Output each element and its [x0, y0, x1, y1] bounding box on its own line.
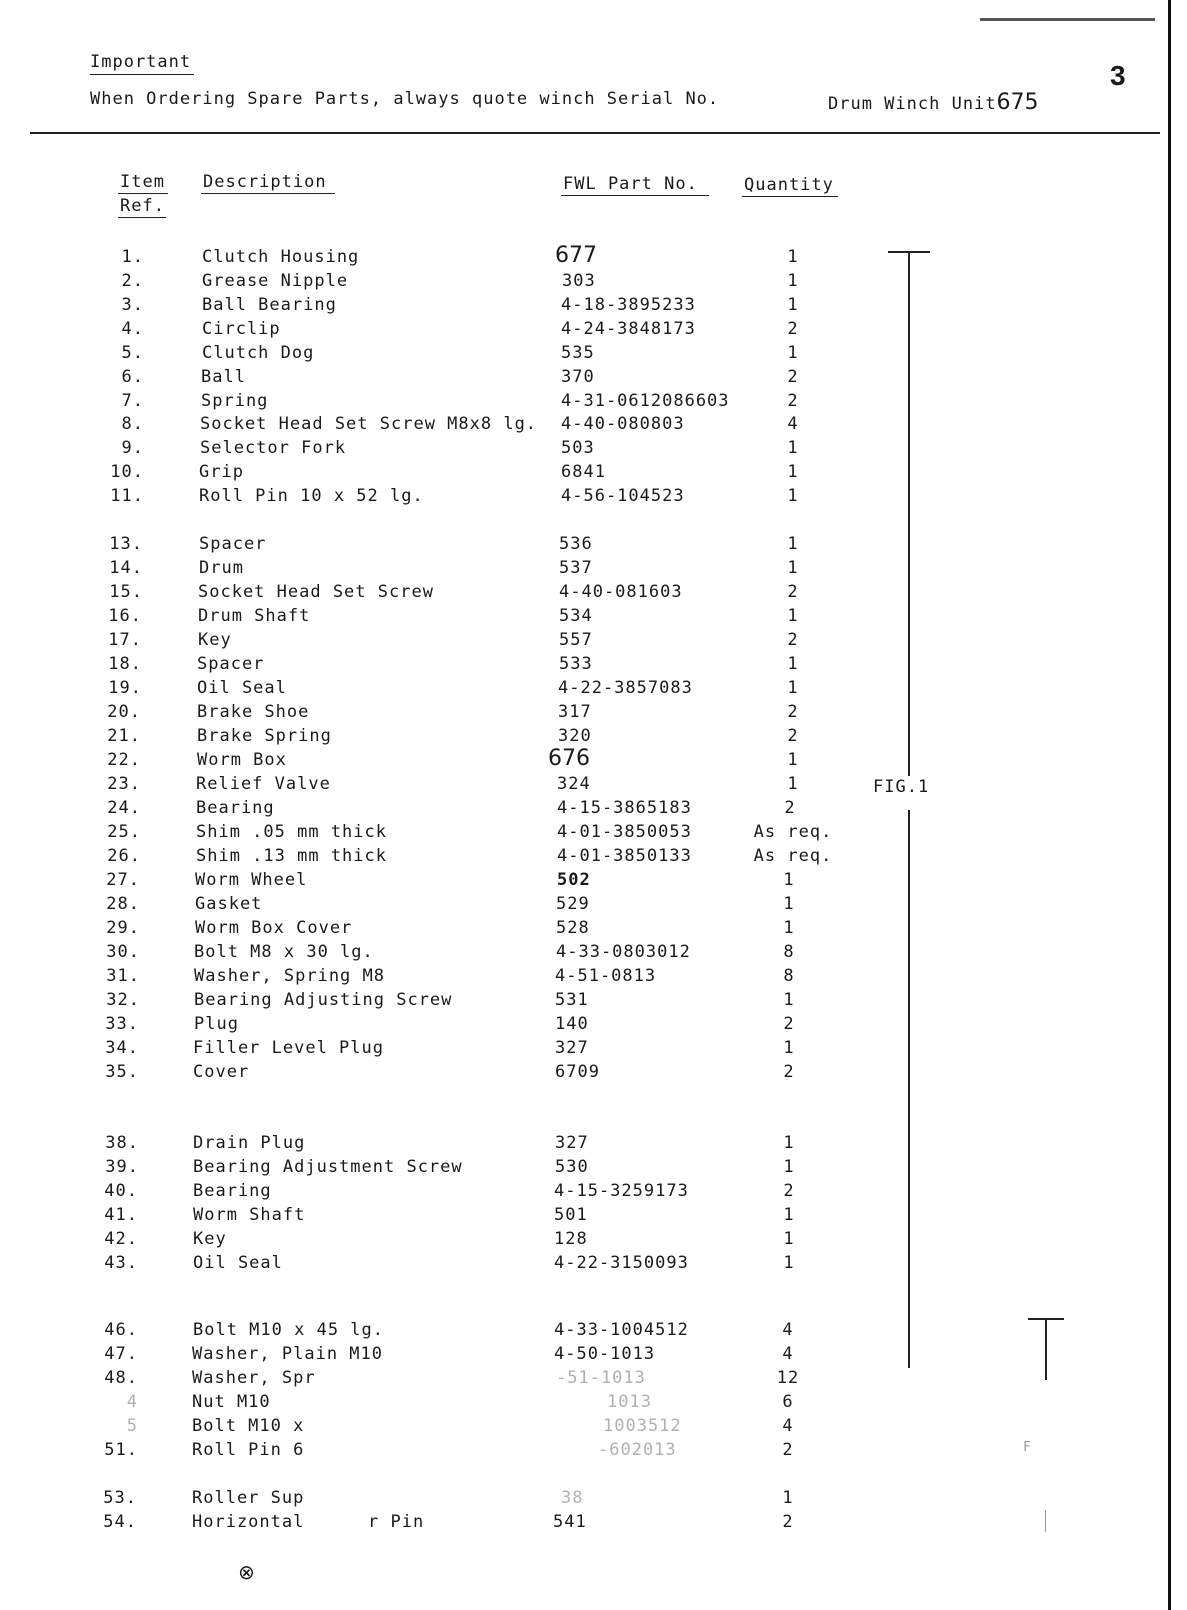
item-part-no: 4-24-3848173 [561, 319, 696, 339]
item-description: Cover [193, 1062, 250, 1082]
fig1-bracket-upper [908, 251, 910, 776]
item-part-no: 4-40-080803 [561, 414, 685, 434]
item-description: Drum Shaft [198, 606, 311, 626]
item-description: Socket Head Set Screw [198, 582, 434, 602]
item-description: Worm Wheel [195, 870, 308, 890]
item-quantity: 2 [782, 1512, 794, 1532]
col-ref-underline [118, 217, 166, 218]
item-part-no: 4-22-3150093 [554, 1253, 689, 1273]
table-row [0, 438, 1187, 462]
item-description: Washer, Spring M8 [194, 966, 385, 986]
item-part-no: 531 [555, 990, 589, 1010]
col-quantity-underline [742, 196, 838, 197]
item-description: Grip [199, 462, 244, 482]
table-row [0, 486, 1187, 510]
item-quantity: 2 [783, 1014, 795, 1034]
item-ref: 31. [106, 966, 140, 986]
table-row [0, 606, 1187, 630]
item-description: Oil Seal [193, 1253, 283, 1273]
item-ref: 40. [104, 1181, 138, 1201]
item-quantity: 1 [787, 247, 799, 267]
table-row [0, 990, 1187, 1014]
table-row [0, 243, 1187, 271]
table-row [0, 414, 1187, 438]
col-part-no-underline [561, 195, 709, 196]
item-quantity: 1 [787, 558, 799, 578]
table-row [0, 654, 1187, 678]
item-quantity: 8 [783, 942, 795, 962]
col-item-underline [118, 193, 168, 194]
item-part-no: 4-40-081603 [559, 582, 683, 602]
item-ref: 42. [104, 1229, 138, 1249]
fig1-bracket-lower [908, 810, 910, 1368]
table-row [0, 271, 1187, 295]
item-ref: 1. [121, 247, 144, 267]
item-quantity: 12 [776, 1368, 800, 1388]
fig2-label: F [1023, 1440, 1031, 1455]
item-part-no: 4-50-1013 [554, 1344, 656, 1364]
item-ref: 30. [106, 942, 140, 962]
col-part-no: FWL Part No. [563, 174, 698, 194]
item-part-no: 38 [561, 1488, 584, 1508]
item-part-no: 541 [553, 1512, 587, 1532]
item-ref: 33. [105, 1014, 139, 1034]
item-part-no: 537 [559, 558, 593, 578]
ordering-notice: When Ordering Spare Parts, always quote winch Serial No. [90, 89, 720, 109]
item-part-no: 140 [555, 1014, 589, 1034]
item-description: Washer, Plain M10 [192, 1344, 383, 1364]
item-quantity: 1 [787, 295, 799, 315]
table-row [0, 558, 1187, 582]
item-description: Bolt M8 x 30 lg. [194, 942, 374, 962]
col-item-ref-2: Ref. [120, 196, 165, 216]
item-quantity: 1 [783, 1253, 795, 1273]
table-row [0, 1253, 1187, 1277]
item-part-no: 4-18-3895233 [561, 295, 696, 315]
item-quantity: 1 [787, 438, 799, 458]
table-row [0, 774, 1187, 798]
unit-label: Drum Winch Unit [828, 94, 997, 114]
table-row [0, 822, 1187, 846]
item-part-no: 327 [555, 1038, 589, 1058]
item-ref: 21. [107, 726, 141, 746]
table-row [0, 942, 1187, 966]
item-description: Brake Shoe [197, 702, 310, 722]
item-ref: 16. [108, 606, 142, 626]
col-description: Description [203, 172, 327, 192]
item-part-no: 4-33-1004512 [554, 1320, 689, 1340]
unit-number: 675 [996, 90, 1039, 115]
item-ref: 32. [106, 990, 140, 1010]
table-row [0, 1133, 1187, 1157]
item-description: Relief Valve [196, 774, 331, 794]
item-ref: 11. [110, 486, 144, 506]
item-part-no: 530 [555, 1157, 589, 1177]
item-ref: 18. [108, 654, 142, 674]
item-ref: 43. [104, 1253, 138, 1273]
item-quantity: 1 [787, 678, 799, 698]
item-description: Horizontal [192, 1512, 305, 1532]
table-row [0, 630, 1187, 654]
item-part-no: 529 [556, 894, 590, 914]
item-ref: 51. [104, 1440, 138, 1460]
table-row [0, 367, 1187, 391]
table-row [0, 746, 1187, 774]
item-part-no: 557 [559, 630, 593, 650]
item-ref: 41. [104, 1205, 138, 1225]
item-ref: 22. [107, 750, 141, 770]
item-ref: 29. [106, 918, 140, 938]
item-part-no: 4-22-3857083 [558, 678, 693, 698]
table-row [0, 1368, 1187, 1392]
item-part-no: 534 [559, 606, 593, 626]
item-quantity: 1 [787, 271, 799, 291]
page-number: 3 [1110, 60, 1126, 91]
table-row [0, 319, 1187, 343]
item-quantity: 1 [787, 486, 799, 506]
item-part-no: 303 [562, 271, 596, 291]
item-part-no: 317 [558, 702, 592, 722]
item-quantity: 1 [783, 990, 795, 1010]
table-row [0, 870, 1187, 894]
item-quantity: 4 [782, 1416, 794, 1436]
table-row [0, 343, 1187, 367]
item-part-no: 128 [554, 1229, 588, 1249]
item-quantity: 2 [787, 630, 799, 650]
item-part-no: 4-56-104523 [561, 486, 685, 506]
item-description: Worm Box [197, 750, 287, 770]
table-row [0, 1392, 1187, 1416]
item-quantity: 1 [787, 462, 799, 482]
item-ref: 24. [107, 798, 141, 818]
item-ref: 35. [105, 1062, 139, 1082]
scan-mark [980, 18, 1155, 21]
item-ref: 13. [109, 534, 143, 554]
table-row [0, 1512, 1187, 1536]
item-ref: 3. [121, 295, 144, 315]
item-part-no: 528 [556, 918, 590, 938]
table-row [0, 1229, 1187, 1253]
table-row [0, 1014, 1187, 1038]
item-ref: 6. [121, 367, 144, 387]
table-row [0, 1157, 1187, 1181]
item-quantity: 4 [787, 414, 799, 434]
item-description: Circlip [202, 319, 281, 339]
item-ref: 28. [106, 894, 140, 914]
table-row [0, 534, 1187, 558]
item-part-no: 4-15-3259173 [554, 1181, 689, 1201]
item-quantity: As req. [753, 822, 833, 842]
item-description: Key [193, 1229, 227, 1249]
table-row [0, 1181, 1187, 1205]
fig1-label: FIG.1 [873, 777, 930, 797]
item-quantity: 1 [787, 750, 799, 770]
table-row [0, 1320, 1187, 1344]
table-row [0, 894, 1187, 918]
item-description: Roll Pin 10 x 52 lg. [199, 486, 424, 506]
item-description: Selector Fork [200, 438, 347, 458]
item-description: Bearing [196, 798, 275, 818]
table-row [0, 678, 1187, 702]
item-description: Spring [201, 391, 269, 411]
item-description: Nut M10 [192, 1392, 271, 1412]
item-description: Plug [194, 1014, 239, 1034]
item-ref: 48. [104, 1368, 138, 1388]
item-quantity: 4 [782, 1344, 794, 1364]
item-part-no: 4-01-3850053 [557, 822, 692, 842]
item-quantity: 1 [783, 1133, 795, 1153]
item-description: Gasket [195, 894, 263, 914]
item-description-tail: r Pin [368, 1512, 425, 1532]
item-quantity: 2 [787, 702, 799, 722]
item-quantity: 2 [787, 367, 799, 387]
table-row [0, 1062, 1187, 1086]
item-part-no: 503 [561, 438, 595, 458]
item-description: Roller Sup [192, 1488, 305, 1508]
item-quantity: 1 [787, 343, 799, 363]
item-part-no: 6709 [555, 1062, 600, 1082]
item-ref: 7. [121, 391, 144, 411]
item-description: Key [198, 630, 232, 650]
item-quantity: 2 [787, 726, 799, 746]
item-part-no: 4-51-0813 [555, 966, 657, 986]
table-row [0, 1440, 1187, 1464]
item-quantity: 1 [783, 1038, 795, 1058]
table-row [0, 846, 1187, 870]
item-description: Roll Pin 6 [192, 1440, 305, 1460]
item-ref: 38. [105, 1133, 139, 1153]
table-row [0, 1038, 1187, 1062]
important-underline [90, 74, 194, 75]
item-ref: 25. [107, 822, 141, 842]
item-part-no: 324 [557, 774, 591, 794]
item-ref: 5 [126, 1416, 138, 1436]
item-ref: 15. [109, 582, 143, 602]
item-description: Grease Nipple [202, 271, 349, 291]
item-ref: 46. [104, 1320, 138, 1340]
item-quantity: 2 [783, 1062, 795, 1082]
item-part-no: 4-15-3865183 [557, 798, 692, 818]
item-quantity: 2 [784, 798, 796, 818]
item-quantity: 1 [787, 606, 799, 626]
table-row [0, 582, 1187, 606]
item-quantity: 1 [783, 894, 795, 914]
item-quantity: 8 [783, 966, 795, 986]
important-heading: Important [90, 52, 192, 72]
item-description: Drum [199, 558, 244, 578]
item-ref: 54. [103, 1512, 137, 1532]
item-description: Bolt M10 x 45 lg. [193, 1320, 384, 1340]
item-ref: 47. [104, 1344, 138, 1364]
item-description: Socket Head Set Screw M8x8 lg. [200, 414, 538, 434]
table-row [0, 1205, 1187, 1229]
item-ref: 19. [108, 678, 142, 698]
item-ref: 5. [121, 343, 144, 363]
item-description: Filler Level Plug [193, 1038, 384, 1058]
item-description: Ball Bearing [202, 295, 337, 315]
item-ref: 4. [121, 319, 144, 339]
table-row [0, 462, 1187, 486]
item-description: Shim .13 mm thick [196, 846, 387, 866]
item-part-no: -602013 [598, 1440, 677, 1460]
table-row [0, 966, 1187, 990]
item-description: Spacer [199, 534, 267, 554]
table-row [0, 702, 1187, 726]
item-description: Washer, Spr [192, 1368, 316, 1388]
item-description: Bolt M10 x [192, 1416, 305, 1436]
item-description: Worm Shaft [193, 1205, 306, 1225]
item-description: Ball [201, 367, 246, 387]
item-quantity: 1 [783, 1205, 795, 1225]
item-quantity: 4 [782, 1320, 794, 1340]
item-part-no: 4-33-0803012 [556, 942, 691, 962]
item-part-no: 501 [554, 1205, 588, 1225]
col-quantity: Quantity [744, 175, 834, 195]
item-ref: 20. [107, 702, 141, 722]
item-ref: 53. [103, 1488, 137, 1508]
item-part-no: 676 [548, 746, 590, 771]
header-rule [30, 132, 1160, 134]
item-quantity: 1 [787, 534, 799, 554]
item-description: Bearing [193, 1181, 272, 1201]
table-row [0, 798, 1187, 822]
col-description-underline [201, 193, 335, 194]
item-ref: 39. [105, 1157, 139, 1177]
table-row [0, 918, 1187, 942]
item-description: Worm Box Cover [195, 918, 353, 938]
table-row [0, 1488, 1187, 1512]
item-description: Clutch Dog [202, 343, 315, 363]
item-quantity: 2 [787, 582, 799, 602]
table-row [0, 726, 1187, 750]
item-quantity: 1 [783, 918, 795, 938]
item-quantity: 6 [782, 1392, 794, 1412]
item-part-no: 320 [558, 726, 592, 746]
item-part-no: 4-31-0612086603 [561, 391, 730, 411]
item-quantity: 1 [783, 870, 795, 890]
item-ref: 2. [121, 271, 144, 291]
item-description: Oil Seal [197, 678, 287, 698]
item-ref: 34. [105, 1038, 139, 1058]
item-part-no: 1013 [607, 1392, 652, 1412]
item-ref: 23. [107, 774, 141, 794]
table-row [0, 391, 1187, 415]
item-part-no: -51-1013 [556, 1368, 646, 1388]
item-quantity: 2 [782, 1440, 794, 1460]
item-ref: 10. [110, 462, 144, 482]
item-quantity: 1 [783, 1157, 795, 1177]
item-ref: 8. [121, 414, 144, 434]
item-description: Clutch Housing [202, 247, 360, 267]
item-quantity: 1 [783, 1229, 795, 1249]
item-description: Bearing Adjusting Screw [194, 990, 453, 1010]
item-ref: 17. [108, 630, 142, 650]
item-part-no: 6841 [561, 462, 606, 482]
item-ref: 27. [106, 870, 140, 890]
item-part-no: 536 [559, 534, 593, 554]
unit-title [828, 90, 1039, 115]
item-quantity: 1 [782, 1488, 794, 1508]
item-quantity: 2 [783, 1181, 795, 1201]
table-row [0, 1344, 1187, 1368]
item-description: Drain Plug [193, 1133, 306, 1153]
item-ref: 14. [109, 558, 143, 578]
col-item-ref-1: Item [120, 172, 165, 192]
table-row [0, 1416, 1187, 1440]
item-quantity: 2 [787, 391, 799, 411]
item-description: Spacer [197, 654, 265, 674]
fig2-bracket [1045, 1318, 1047, 1380]
item-part-no: 1003512 [603, 1416, 682, 1436]
item-ref: 26. [107, 846, 141, 866]
circle-cross-icon: ⊗ [238, 1560, 255, 1584]
item-part-no: 370 [561, 367, 595, 387]
item-part-no: 535 [561, 343, 595, 363]
fig2-bracket-lower [1045, 1510, 1046, 1532]
item-part-no: 677 [555, 243, 597, 268]
item-ref: 9. [121, 438, 144, 458]
item-part-no: 533 [559, 654, 593, 674]
item-description: Brake Spring [197, 726, 332, 746]
item-quantity: 1 [787, 774, 799, 794]
item-quantity: 1 [787, 654, 799, 674]
item-ref: 4 [126, 1392, 138, 1412]
table-row [0, 295, 1187, 319]
item-part-no: 4-01-3850133 [557, 846, 692, 866]
item-quantity: As req. [753, 846, 833, 866]
item-part-no: 327 [555, 1133, 589, 1153]
item-description: Bearing Adjustment Screw [193, 1157, 463, 1177]
item-quantity: 2 [787, 319, 799, 339]
item-description: Shim .05 mm thick [196, 822, 387, 842]
item-part-no: 502 [557, 870, 591, 890]
